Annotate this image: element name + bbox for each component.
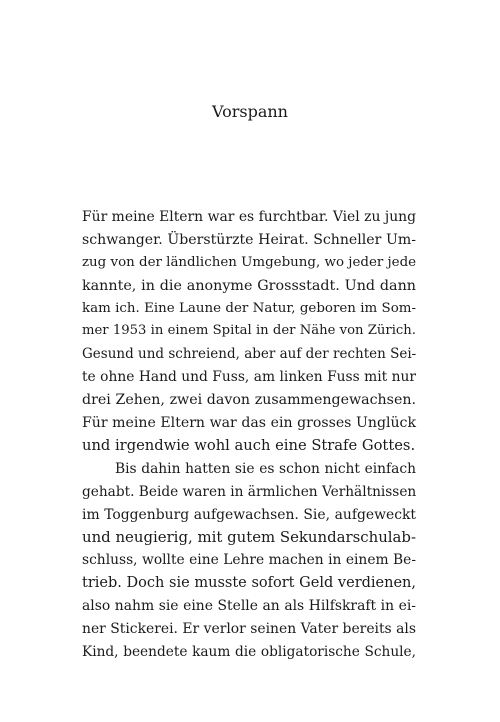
text-line: Für meine Eltern war das ein grosses Unglück [82, 415, 416, 432]
text-line: mer 1953 in einem Spital in der Nähe von Zürich. [82, 323, 416, 339]
paragraph-2 [82, 458, 416, 664]
text-line: kam ich. Eine Laune der Natur, geboren im Som- [82, 300, 416, 316]
text-line: drei Zehen, zwei davon zusammengewachsen. [82, 392, 416, 409]
text-line: kannte, in die anonyme Grossstadt. Und dann [82, 277, 416, 294]
text-line: Bis dahin hatten sie es schon nicht einfach [115, 460, 416, 477]
text-line: also nahm sie eine Stelle an als Hilfskraft in ei- [82, 598, 416, 615]
text-line: zug von der ländlichen Umgebung, wo jeder jede [82, 254, 417, 270]
text-line: Kind, beendete kaum die obligatorische Schule, [82, 643, 416, 660]
chapter-title: Vorspann [212, 102, 288, 121]
text-line: trieb. Doch sie musste sofort Geld verdienen, [82, 575, 416, 592]
text-line: und irgendwie wohl auch eine Strafe Gottes. [82, 436, 416, 454]
text-line: und neugierig, mit gutem Sekundarschulab- [82, 528, 416, 547]
text-line: ner Stickerei. Er verlor seinen Vater bereits als [82, 621, 416, 638]
text-line: gehabt. Beide waren in ärmlichen Verhältnissen [82, 483, 417, 500]
text-line: te ohne Hand und Fuss, am linken Fuss mit nur [82, 369, 416, 386]
text-line: Für meine Eltern war es furchtbar. Viel zu jung [82, 209, 416, 225]
body-text [82, 206, 416, 664]
text-line: im Toggenburg aufgewachsen. Sie, aufgeweckt [82, 506, 416, 523]
text-line: Gesund und schreiend, aber auf der rechten Sei- [82, 346, 417, 363]
text-line: schluss, wollte eine Lehre machen in einem Be- [82, 552, 416, 569]
text-line: schwanger. Überstürzte Heirat. Schneller Um- [82, 231, 416, 248]
paragraph-1 [82, 206, 416, 458]
